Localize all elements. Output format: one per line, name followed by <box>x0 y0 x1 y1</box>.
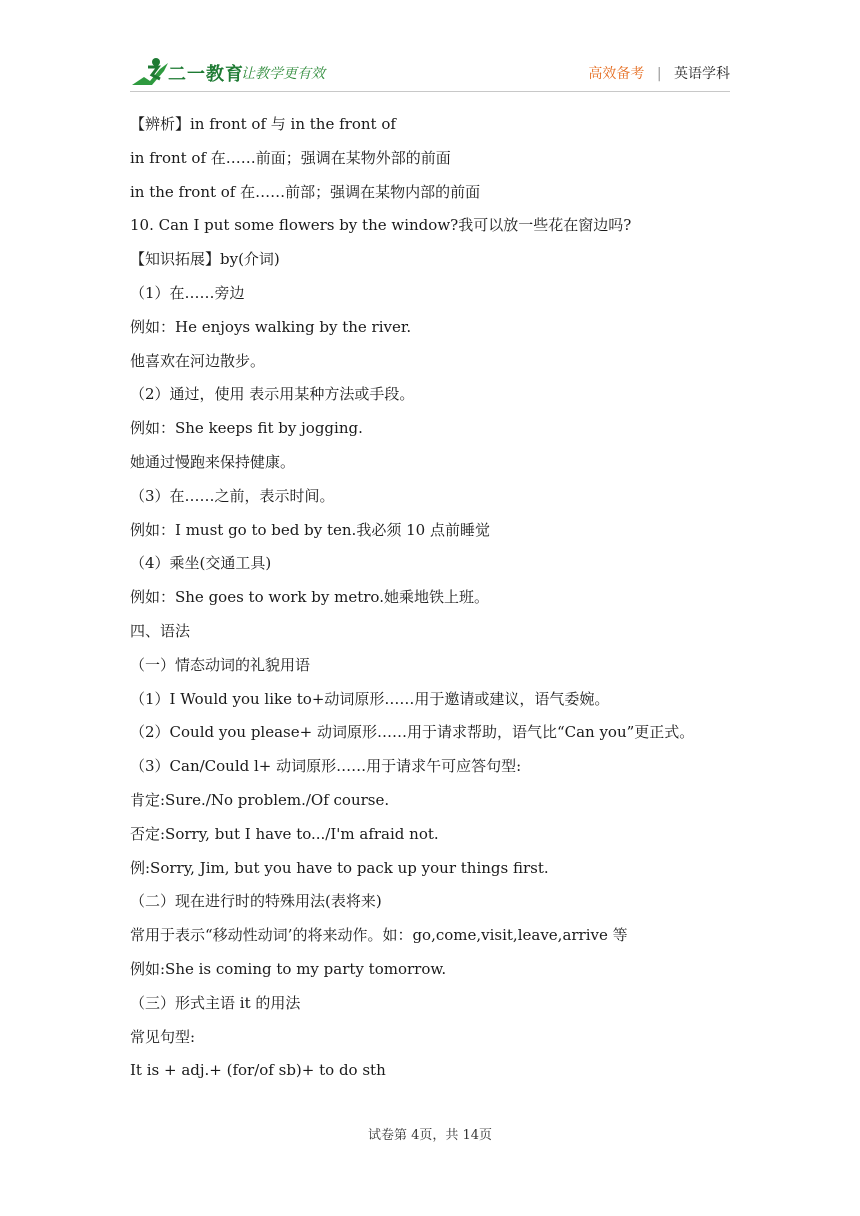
text-line: 【知识拓展】by(介词) <box>130 250 280 269</box>
text-line: （4）乘坐(交通工具) <box>130 554 272 573</box>
header-tags <box>588 63 730 83</box>
text-line: in the front of 在……前部；强调在某物内部的前面 <box>130 182 481 201</box>
text-line: （2）Could you please+ 动词原形……用于请求帮助，语气比“Can you”更正式。 <box>130 723 695 742</box>
text-line: 例如：He enjoys walking by the river. <box>130 317 412 336</box>
page-header <box>130 52 730 92</box>
text-line: 肯定:Sure./No problem./Of course. <box>130 790 390 809</box>
text-line: It is + adj.+ (for/of sb)+ to do sth <box>130 1061 386 1080</box>
header-divider <box>130 91 730 92</box>
text-line: 否定:Sorry, but I have to.../I'm afraid not. <box>130 824 439 843</box>
brand-name: 二一教育 <box>168 64 244 85</box>
text-line: （1）I Would you like to+动词原形……用于邀请或建议，语气委婉。 <box>130 689 610 708</box>
text-line: 她通过慢跑来保持健康。 <box>130 452 296 471</box>
text-line: （2）通过，使用 表示用某种方法或手段。 <box>130 385 415 404</box>
subsection-heading: （一）情态动词的礼貌用语 <box>130 655 311 674</box>
text-line: 常见句型: <box>130 1027 196 1046</box>
text-line: 常用于表示“移动性动词’的将来动作。如：go,come,visit,leave,arrive 等 <box>130 926 628 945</box>
text-line: 【辨析】in front of 与 in the front of <box>130 115 396 133</box>
subsection-heading: （二）现在进行时的特殊用法(表将来) <box>130 892 382 911</box>
text-line: （3）在……之前，表示时间。 <box>130 486 335 505</box>
text-line: 例:Sorry, Jim, but you have to pack up your things first. <box>130 858 549 877</box>
text-line: （3）Can/Could l+ 动词原形……用于请求午可应答句型: <box>130 757 522 776</box>
text-line: 例如：She keeps fit by jogging. <box>130 419 363 438</box>
brand-slogan: 让教学更有效 <box>241 66 325 82</box>
tag-exam-prep: 高效备考 <box>588 66 645 82</box>
section-heading: 四、语法 <box>130 621 191 640</box>
subsection-heading: （三）形式主语 it 的用法 <box>130 993 301 1012</box>
tag-separator: | <box>656 66 662 82</box>
text-line: 例如：She goes to work by metro.她乘地铁上班。 <box>130 588 489 607</box>
text-line: （1）在……旁边 <box>130 283 245 302</box>
text-line: 例如:She is coming to my party tomorrow. <box>130 959 447 978</box>
running-figure-logo-icon <box>130 55 170 91</box>
text-line: 他喜欢在河边散步。 <box>130 351 266 370</box>
tag-subject: 英语学科 <box>674 66 730 82</box>
text-line: 例如：I must go to bed by ten.我必须 10 点前睡觉 <box>130 520 490 539</box>
text-line: in front of 在……前面；强调在某物外部的前面 <box>130 148 451 167</box>
text-line: 10. Can I put some flowers by the window?我可以放一些花在窗边吗? <box>130 216 632 235</box>
document-body <box>130 108 740 1088</box>
page-footer: 试卷第 4页，共 14页 <box>367 1128 493 1143</box>
